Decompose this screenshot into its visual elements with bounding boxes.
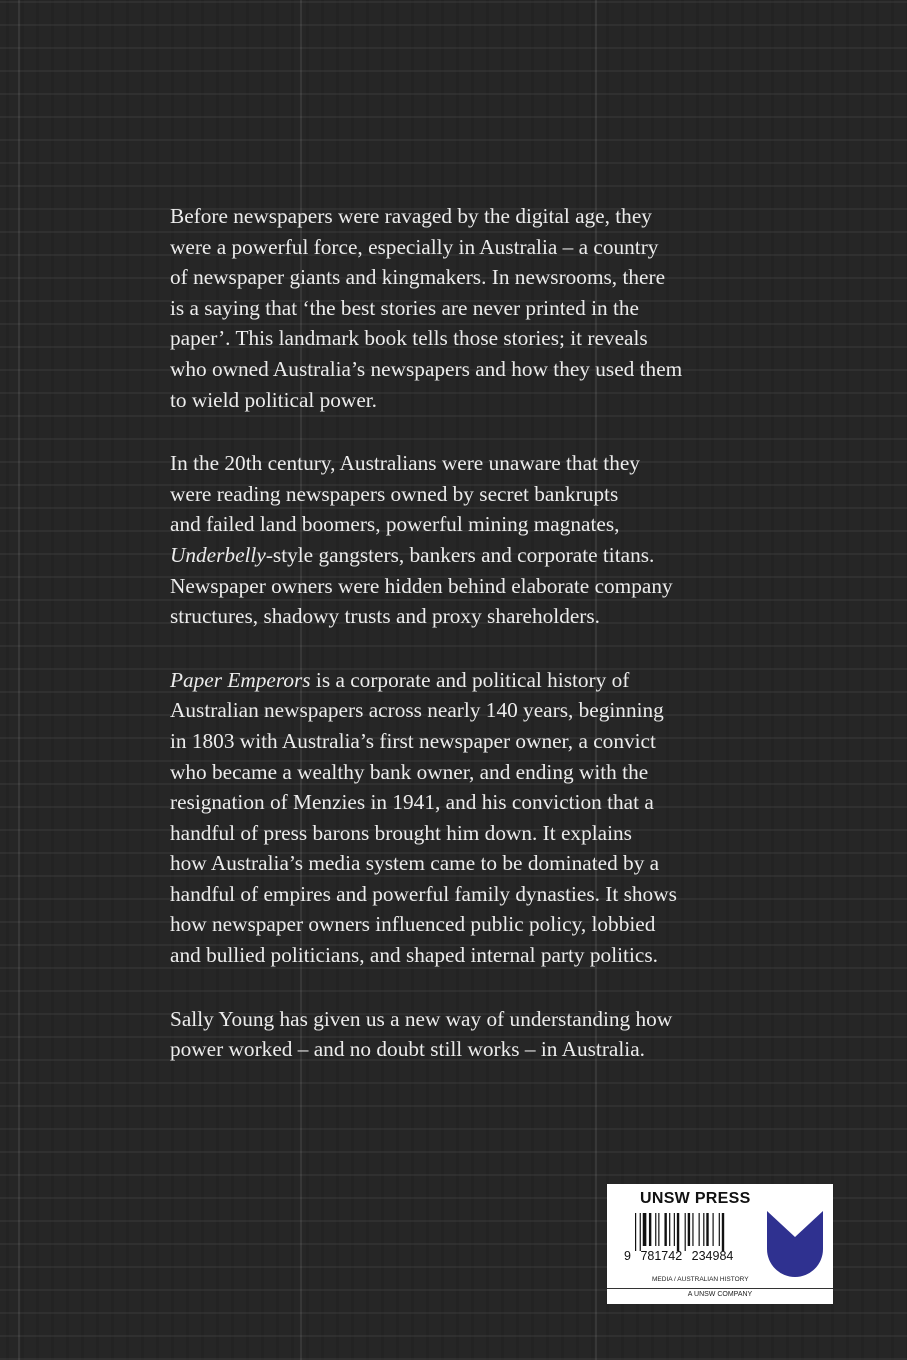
text-line: handful of press barons brought him down. It explains [170,820,632,845]
label-divider [607,1288,833,1289]
blurb-paragraph-3 [170,665,770,971]
isbn-group-b: 234984 [691,1249,734,1263]
barcode-bar [713,1213,714,1246]
isbn-number [624,1249,733,1263]
barcode-bar [655,1213,656,1246]
barcode-bar [643,1213,647,1246]
text-line: Newspaper owners were hidden behind elaborate company [170,573,673,598]
barcode-bar [722,1213,724,1251]
barcode-bar [688,1213,690,1246]
barcode-bar [699,1213,700,1246]
publisher-barcode-label [607,1184,833,1304]
text-line: is a saying that ‘the best stories are never printed in the [170,295,639,320]
blurb-paragraph-1 [170,201,770,415]
text-line: were reading newspapers owned by secret bankrupts [170,481,619,506]
text-line: how newspaper owners influenced public policy, lobbied [170,912,656,937]
company-tagline: A UNSW COMPANY [687,1291,753,1298]
text-segment: -style gangsters, bankers and corporate titans. [265,542,655,567]
text-line: who owned Australia’s newspapers and how they used them [170,356,683,381]
barcode-bar [685,1213,686,1251]
barcode-bar [674,1213,675,1246]
back-cover-blurb [170,201,770,1098]
text-line: in 1803 with Australia’s first newspaper owner, a convict [170,728,656,753]
text-segment: is a corporate and political history of [310,667,630,692]
text-line: to wield political power. [170,387,378,412]
text-line: Australian newspapers across nearly 140 years, beginning [170,698,664,723]
text-line: In the 20th century, Australians were unaware that they [170,451,640,476]
publisher-name: UNSW PRESS [640,1190,751,1207]
text-line: paper’. This landmark book tells those stories; it reveals [170,326,648,351]
italic-title: Paper Emperors [170,667,311,692]
barcode-bar [719,1213,720,1246]
barcode-bar [664,1213,666,1246]
text-line: power worked – and no doubt still works – in Australia. [170,1037,645,1062]
text-line: were a powerful force, especially in Australia – a country [170,234,659,259]
isbn-barcode [635,1213,747,1251]
text-line: of newspaper giants and kingmakers. In newsrooms, there [170,265,666,290]
text-line: resignation of Menzies in 1941, and his conviction that a [170,790,654,815]
isbn-prefix: 9 [624,1249,631,1263]
italic-title: Underbelly [170,542,266,567]
text-line: and failed land boomers, powerful mining magnates, [170,512,620,537]
barcode-bar [692,1213,693,1246]
barcode-bar [649,1213,651,1246]
text-line: structures, shadowy trusts and proxy shareholders. [170,604,600,629]
text-line [170,665,770,696]
barcode-bar [706,1213,708,1246]
barcode-bar [669,1213,670,1246]
blurb-paragraph-2 [170,448,770,632]
text-line: and bullied politicians, and shaped internal party politics. [170,943,658,968]
barcode-bar [635,1213,636,1251]
unsw-press-logo-icon [767,1211,823,1277]
text-line: Sally Young has given us a new way of understanding how [170,1006,673,1031]
blurb-paragraph-4 [170,1004,770,1065]
subject-category: MEDIA / AUSTRALIAN HISTORY [652,1276,749,1283]
text-line: handful of empires and powerful family dynasties. It shows [170,881,677,906]
barcode-bar [677,1213,679,1251]
column-rule [18,0,20,1360]
text-line [170,540,770,571]
text-line: who became a wealthy bank owner, and ending with the [170,759,649,784]
text-line: how Australia’s media system came to be dominated by a [170,851,660,876]
barcode-bar [703,1213,704,1246]
barcode-bar [658,1213,659,1246]
barcode-bar [640,1213,641,1251]
text-line: Before newspapers were ravaged by the digital age, they [170,204,652,228]
isbn-group-a: 781742 [640,1249,683,1263]
